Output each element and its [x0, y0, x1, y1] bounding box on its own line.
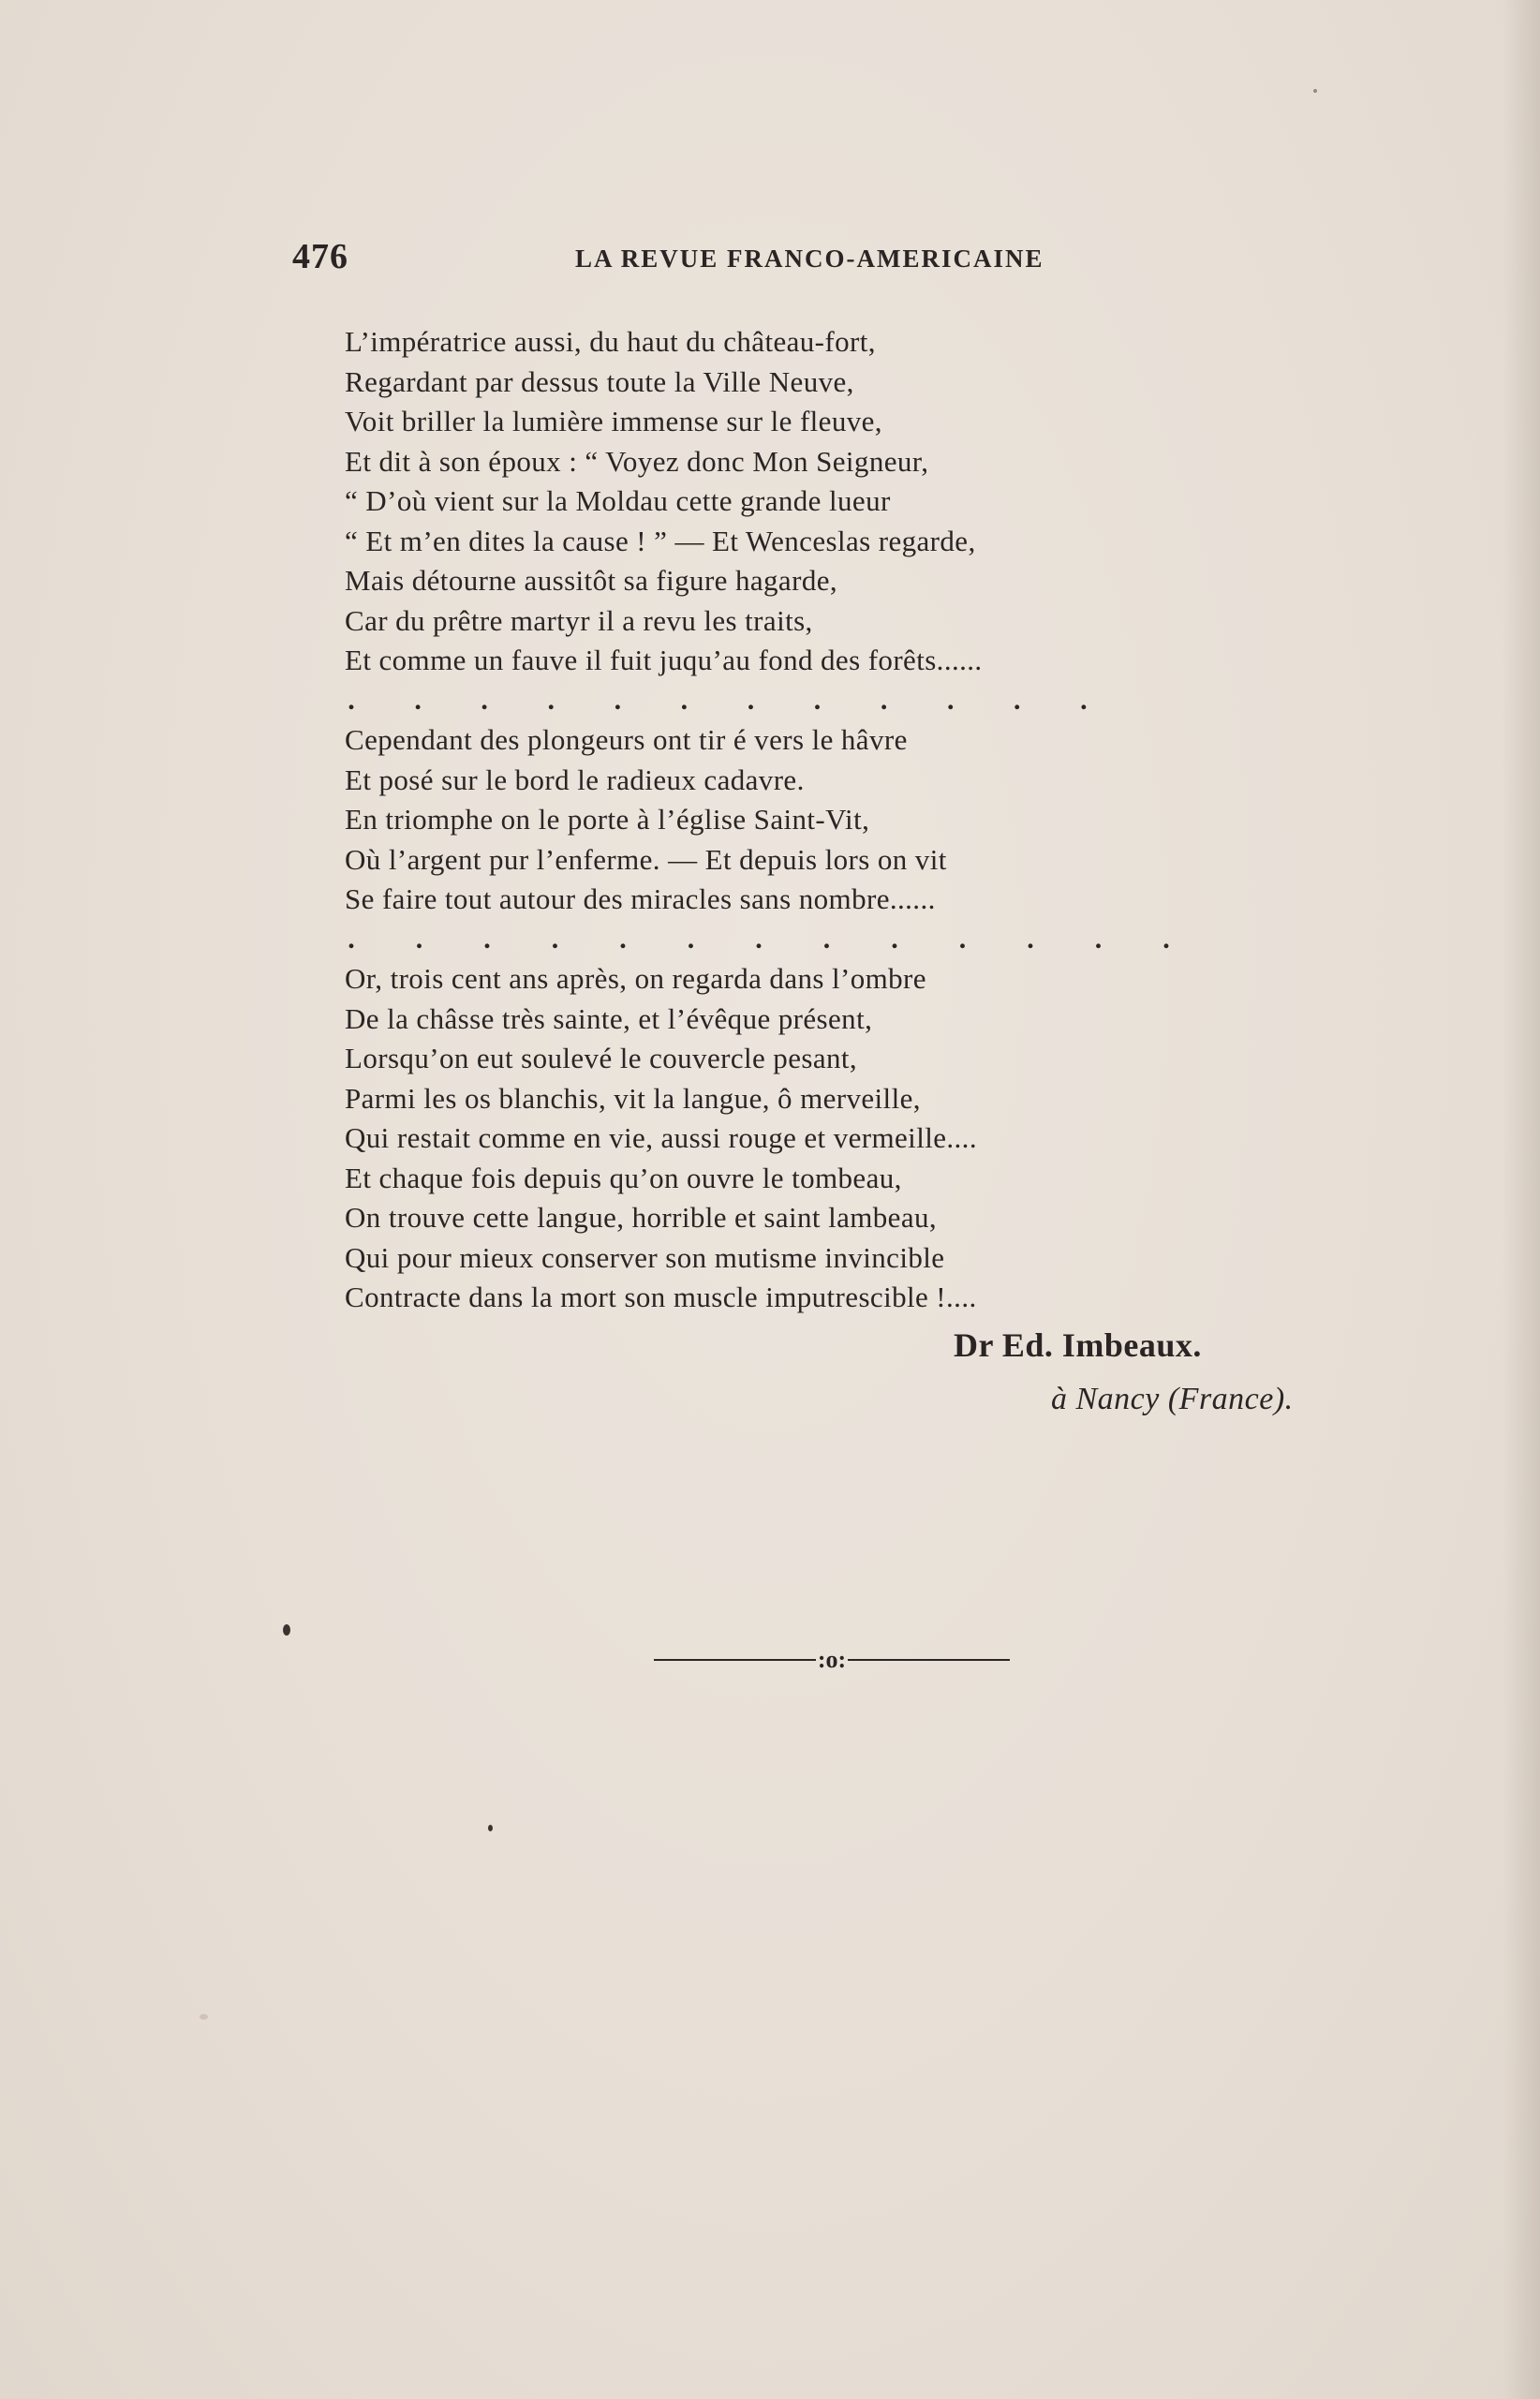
dot-leader: . [687, 923, 695, 955]
poem-line: De la châsse très sainte, et l’évêque présent, [345, 1001, 873, 1035]
poem-line: Contracte dans la mort son muscle imputrescible !.... [345, 1281, 977, 1313]
poem-line: L’impératrice aussi, du haut du château-fort, [345, 325, 876, 358]
poem-line: Regardant par dessus toute la Ville Neuve, [345, 364, 854, 398]
ink-speck [200, 2014, 208, 2020]
section-separator [654, 1641, 1010, 1679]
author-place: à Nancy (France). [1051, 1382, 1294, 1416]
dot-leader: . [483, 923, 491, 955]
separator-rule-right [848, 1659, 1010, 1661]
poem-line: Voit briller la lumière immense sur le fleuve, [345, 405, 882, 437]
poem-line: Qui restait comme en vie, aussi rouge et vermeille.... [345, 1121, 977, 1154]
poem-line: Lorsqu’on eut soulevé le couvercle pesant, [345, 1042, 858, 1074]
author-signature: Dr Ed. Imbeaux. [954, 1326, 1202, 1364]
page-edge-shadow [1503, 0, 1540, 2399]
poem-line: En triomphe on le porte à l’église Saint-Vit, [345, 803, 870, 836]
dot-leader: . [1080, 684, 1088, 716]
poem-line: Car du prêtre martyr il a revu les traits, [345, 603, 813, 637]
dot-leader: . [614, 684, 622, 716]
dot-leader: . [813, 684, 822, 716]
stanza-3 [345, 959, 1244, 1318]
poem-line: Se faire tout autour des miracles sans nombre...... [345, 882, 936, 915]
dot-leader: . [1027, 923, 1034, 955]
dot-leader: . [619, 923, 627, 955]
poem-line: “ D’où vient sur la Moldau cette grande lueur [345, 484, 891, 517]
dot-leader: . [551, 923, 559, 955]
dot-leader: . [747, 684, 755, 716]
poem-line: Parmi les os blanchis, vit la langue, ô merveille, [345, 1081, 921, 1115]
dot-leader-row [345, 681, 1088, 721]
dot-leader: . [946, 684, 955, 716]
running-head: LA REVUE FRANCO-AMERICAINE [575, 244, 1044, 273]
dot-leader: . [680, 684, 689, 716]
poem [345, 322, 1244, 1318]
page-number: 476 [292, 237, 348, 276]
dot-leader: . [1014, 684, 1021, 716]
poem-line: Mais détourne aussitôt sa figure hagarde, [345, 564, 838, 597]
dot-leader: . [822, 923, 831, 955]
ink-speck [283, 1624, 290, 1636]
dot-leader: . [415, 923, 423, 955]
poem-line: Cependant des plongeurs ont tir é vers le hâvre [345, 723, 908, 756]
poem-line: On trouve cette langue, horrible et saint lambeau, [345, 1201, 938, 1234]
dot-leader: . [348, 684, 355, 716]
dot-leader: . [1162, 923, 1170, 955]
dot-leader: . [547, 684, 555, 716]
stanza-1 [345, 322, 1244, 681]
dot-leader: . [481, 684, 488, 716]
poem-line: Qui pour mieux conserver son mutisme invincible [345, 1240, 945, 1274]
poem-line: Où l’argent pur l’enferme. — Et depuis lors on vit [345, 842, 947, 876]
dot-leader: . [414, 684, 422, 716]
ink-speck [488, 1825, 493, 1831]
ink-speck [1313, 89, 1317, 93]
separator-mark: :o: [817, 1646, 847, 1673]
dot-leader-row [345, 920, 1171, 960]
page-header [292, 236, 1117, 281]
dot-leader: . [1094, 923, 1103, 955]
dot-leader: . [958, 923, 967, 955]
poem-line: Or, trois cent ans après, on regarda dans l’ombre [345, 962, 926, 995]
separator-rule-left [654, 1659, 816, 1661]
poem-line: Et comme un fauve il fuit juqu’au fond des forêts...... [345, 644, 983, 676]
dot-leader: . [891, 923, 898, 955]
poem-line: Et dit à son époux : “ Voyez donc Mon Seigneur, [345, 444, 929, 478]
dot-leader: . [348, 923, 355, 955]
poem-line: Et chaque fois depuis qu’on ouvre le tombeau, [345, 1161, 902, 1194]
poem-line: “ Et m’en dites la cause ! ” — Et Wenceslas regarde, [345, 524, 976, 557]
dot-leader: . [755, 923, 763, 955]
stanza-2 [345, 720, 1244, 920]
dot-leader: . [880, 684, 888, 716]
poem-line: Et posé sur le bord le radieux cadavre. [345, 763, 805, 796]
